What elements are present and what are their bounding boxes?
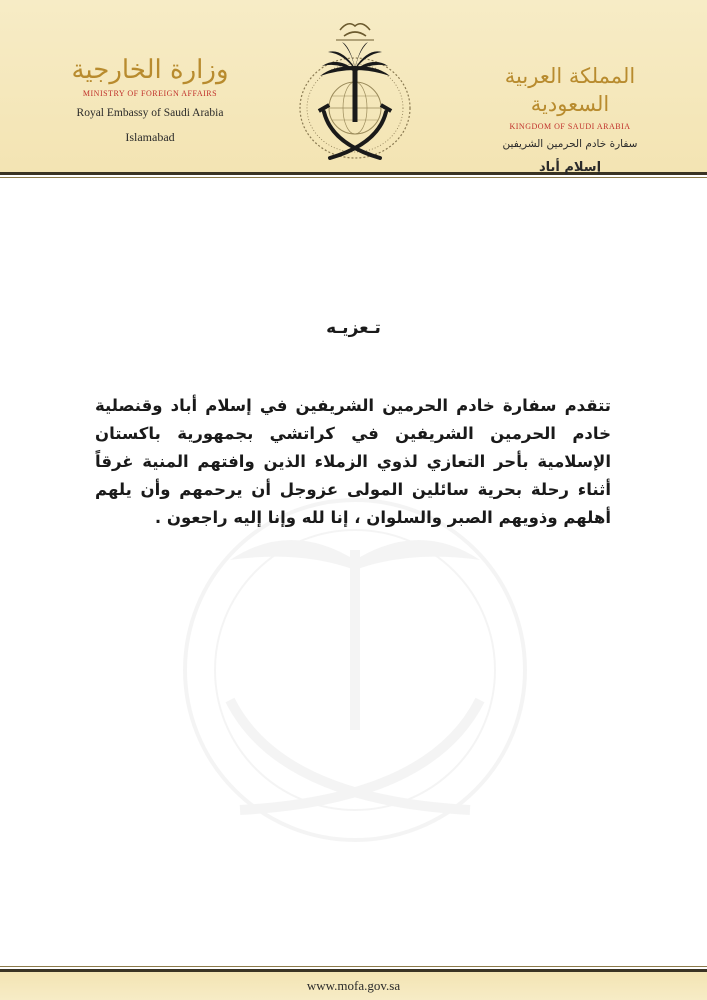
city-arabic: إسلام أباد	[538, 160, 602, 175]
kingdom-name-english: KINGDOM OF SAUDI ARABIA	[509, 122, 631, 131]
letter-title: تـعزيـه	[326, 318, 381, 338]
embassy-name-english: Royal Embassy of Saudi Arabia	[76, 107, 224, 119]
saudi-emblem-icon	[292, 8, 418, 168]
footer-divider-thin	[0, 966, 707, 967]
city-english: Islamabad	[125, 130, 175, 144]
ministry-name-english: MINISTRY OF FOREIGN AFFAIRS	[82, 89, 218, 98]
website-url: www.mofa.gov.sa	[306, 978, 401, 993]
letter-body: تتقدم سفارة خادم الحرمين الشريفين في إسلام أباد وقنصلية خادم الحرمين الشريفين في كراتشي بجمهورية باكستان الإسلامية بأحر التعازي لذوي الزملاء الذين وافتهم المنية غرقاً أثناء رحلة بحرية سائلين المولى عزوجل أن يرحمهم وأن يلهم أهلهم وذويهم الصبر والسلوان ، إنا لله وإنا إليه راجعون .	[95, 396, 611, 527]
letterhead-arabic-block	[470, 62, 670, 175]
ministry-name-arabic: وزارة الخارجية	[71, 55, 229, 85]
letterhead-english-block	[50, 55, 250, 145]
header-divider-thin	[0, 177, 707, 178]
embassy-name-arabic: سفارة خادم الحرمين الشريفين	[502, 138, 638, 150]
kingdom-name-arabic: المملكة العربية السعودية	[504, 64, 636, 116]
